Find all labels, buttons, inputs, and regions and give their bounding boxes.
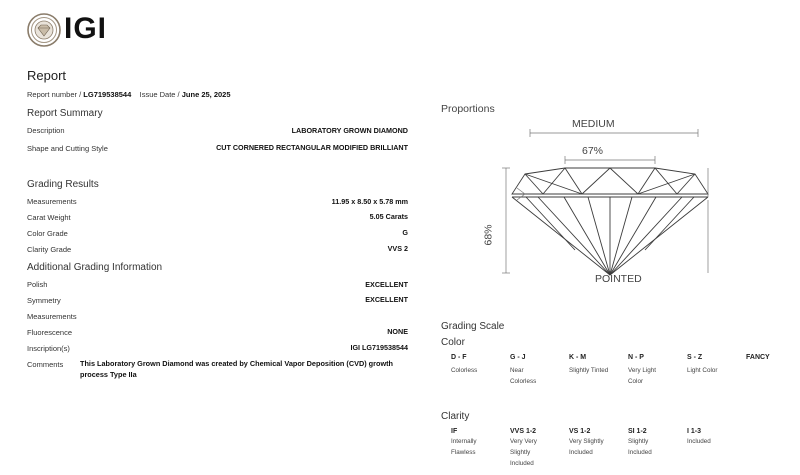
- color-desc-n-p: [628, 365, 656, 387]
- report-number-label: Report number /: [27, 90, 82, 99]
- report-title: Report: [27, 68, 67, 83]
- clarity-desc-vvs-line2: Slightly: [510, 449, 531, 456]
- clarity-desc-vs-line2: Included: [569, 449, 593, 456]
- culet-label: POINTED: [595, 273, 642, 285]
- color-scale-title: Color: [441, 337, 465, 348]
- color-desc-s-z: [687, 365, 717, 376]
- color-desc-k-m: [569, 365, 608, 376]
- issue-date-label: Issue Date /: [139, 90, 180, 99]
- clarity-grade-label: Clarity Grade: [27, 245, 72, 254]
- measurements-value: 11.95 x 8.50 x 5.78 mm: [331, 197, 408, 206]
- issue-date: June 25, 2025: [181, 90, 231, 99]
- additional-measurements-label: Measurements: [27, 312, 77, 321]
- color-desc-n-p-line2: Color: [628, 378, 644, 385]
- proportions-title: Proportions: [441, 103, 495, 115]
- grading-scale-title: Grading Scale: [441, 321, 505, 332]
- color-desc-g-j-line2: Colorless: [510, 378, 537, 385]
- color-grade-label: Color Grade: [27, 229, 68, 238]
- clarity-desc-vvs: [510, 436, 537, 469]
- clarity-desc-si-line1: Slightly: [628, 438, 649, 445]
- color-desc-g-j: [510, 365, 536, 387]
- depth-percent: 68%: [482, 224, 495, 246]
- color-desc-k-m-line1: Slightly Tinted: [569, 367, 609, 374]
- clarity-desc-vs: [569, 436, 604, 458]
- color-grade-value: G: [402, 228, 408, 237]
- description-label: Description: [27, 126, 65, 135]
- diamond-crown-facets: [543, 168, 677, 194]
- color-grade-s-z: S - Z: [687, 354, 703, 361]
- symmetry-label: Symmetry: [27, 296, 61, 305]
- clarity-desc-if-line2: Flawless: [451, 449, 476, 456]
- inscription-label: Inscription(s): [27, 344, 70, 353]
- color-grade-n-p: N - P: [628, 354, 644, 361]
- color-desc-g-j-line1: Near: [510, 367, 524, 374]
- grading-results-heading: Grading Results: [27, 179, 99, 190]
- clarity-desc-si-line2: Included: [628, 449, 652, 456]
- fluorescence-label: Fluorescence: [27, 328, 73, 337]
- comments-line-2: process Type IIa: [80, 370, 137, 379]
- shape-label: Shape and Cutting Style: [27, 144, 108, 153]
- clarity-desc-if: [451, 436, 477, 458]
- symmetry-value: EXCELLENT: [365, 295, 408, 304]
- polish-value: EXCELLENT: [365, 280, 408, 289]
- additional-info-heading: Additional Grading Information: [27, 262, 163, 273]
- color-grade-fancy: FANCY: [746, 354, 770, 361]
- clarity-desc-vvs-line3: Included: [510, 460, 534, 467]
- clarity-grade-vs: VS 1-2: [569, 428, 591, 435]
- proportions-diagram: [480, 110, 740, 290]
- fluorescence-value: NONE: [387, 327, 408, 336]
- diamond-crown-outline: [512, 168, 708, 194]
- color-grade-d-f: D - F: [451, 354, 467, 361]
- inscription-value: IGI LG719538544: [350, 343, 408, 352]
- carat-weight-value: 5.05 Carats: [369, 212, 408, 221]
- clarity-scale-title: Clarity: [441, 411, 470, 422]
- clarity-desc-si: [628, 436, 652, 458]
- color-desc-d-f-line1: Colorless: [451, 367, 478, 374]
- measurements-label: Measurements: [27, 197, 77, 206]
- report-number: LG719538544: [83, 90, 132, 99]
- clarity-desc-vs-line1: Very Slightly: [569, 438, 604, 445]
- comments-text: [80, 358, 420, 380]
- clarity-desc-vvs-line1: Very Very: [510, 438, 537, 445]
- clarity-grade-si: SI 1-2: [628, 428, 647, 435]
- polish-label: Polish: [27, 280, 48, 289]
- description-value: LABORATORY GROWN DIAMOND: [291, 126, 408, 135]
- color-grade-k-m: K - M: [569, 354, 587, 361]
- clarity-grade-vvs: VVS 1-2: [510, 428, 537, 435]
- comments-label: Comments: [27, 360, 64, 369]
- clarity-grade-if: IF: [451, 428, 458, 435]
- table-percent: 67%: [582, 145, 604, 157]
- color-desc-n-p-line1: Very Light: [628, 367, 657, 374]
- color-grade-g-j: G - J: [510, 354, 526, 361]
- clarity-desc-i: [687, 436, 711, 447]
- clarity-grade-i: I 1-3: [687, 428, 702, 435]
- igi-seal-logo: [27, 13, 61, 47]
- clarity-grade-value: VVS 2: [387, 244, 408, 253]
- igi-logo-text: IGI: [64, 12, 108, 45]
- report-number-line: [27, 90, 231, 99]
- color-desc-d-f: [451, 365, 477, 376]
- clarity-desc-i-line1: Included: [687, 438, 711, 445]
- clarity-desc-if-line1: Internally: [451, 438, 477, 445]
- color-desc-s-z-line1: Light Color: [687, 367, 718, 374]
- girdle-label: MEDIUM: [572, 118, 615, 130]
- comments-line-1: This Laboratory Grown Diamond was created by Chemical Vapor Deposition (CVD) growth: [80, 359, 394, 368]
- carat-weight-label: Carat Weight: [27, 213, 71, 222]
- report-summary-heading: Report Summary: [27, 108, 103, 119]
- shape-value: CUT CORNERED RECTANGULAR MODIFIED BRILLIANT: [216, 143, 408, 152]
